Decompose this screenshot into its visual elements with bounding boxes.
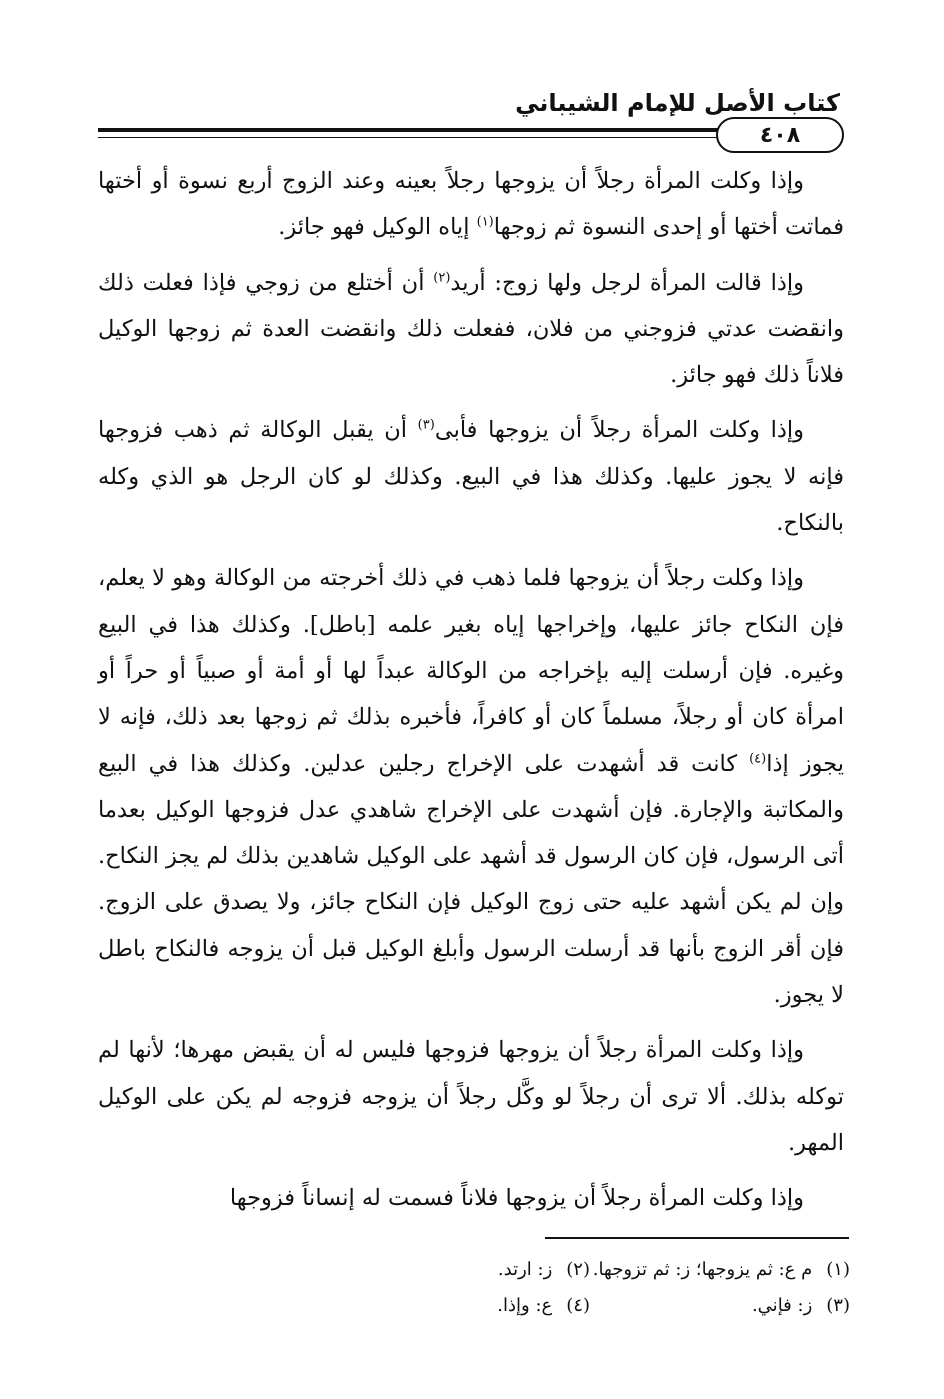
page-number-text: ٤٠٨ [759,122,801,148]
footnote [330,1288,590,1324]
footnote-separator [545,1237,849,1239]
paragraph: وإذا وكلت المرأة رجلاً أن يزوجها رجلاً بعينه وعند الزوج أربع نسوة أو أختها فماتت أختها أو إحدى النسوة ثم زوجها$^{(١)}$ إياه الوكيل فهو جائز. [98,168,844,241]
footnote-marker: (٢) [433,270,451,286]
running-title: كتاب الأصل للإمام الشيباني [515,89,840,117]
paragraph: وإذا قالت المرأة لرجل ولها زوج: أريد$^{(٢)}$ أن أختلع من زوجي فإذا فعلت ذلك وانقضت عدتي فزوجني من فلان، ففعلت ذلك وانقضت العدة ثم زوجها الوكيل فلاناً ذلك فهو جائز. [98,269,844,389]
main-text [98,158,844,1231]
paragraph: وإذا وكلت رجلاً أن يزوجها فلما ذهب في ذلك أخرجته من الوكالة وهو لا يعلم، فإن النكاح جائز عليها، وإخراجها إياه بغير علمه [باطل]. وكذلك هذا في البيع وغيره. فإن أرسلت إليه بإخراجه من الوكالة عبداً لها أو أمة أو صبياً أو حراً أو امرأة كان أو رجلاً، مسلماً كان أو كافراً، فأخبره بذلك ثم زوجها بعد ذلك، فإنه لا يجوز إذا$^{(٤)}$ كانت قد أشهدت على الإخراج رجلين عدلين. وكذلك هذا في البيع والمكاتبة والإجارة. فإن أشهدت على الإخراج شاهدي عدل فزوجها الوكيل بعدما أتى الرسول، فإن كان الرسول قد أشهد على الوكيل شاهدين بذلك لم يجز النكاح. وإن لم يكن أشهد عليه حتى زوج الوكيل فإن النكاح جائز، ولا يصدق على الزوج. فإن أقر الزوج بأنها قد أرسلت الرسول وأبلغ الوكيل قبل أن يزوجه فالنكاح باطل لا يجوز. [98,565,845,1009]
footnote-number: (١) [826,1259,850,1280]
header-rule-thin [98,137,810,138]
footnote-number: (٤) [566,1295,590,1316]
footnote [590,1288,850,1324]
footnote-marker: (٤) [749,751,767,767]
footnote-text: م ع: ثم يزوجها؛ ز: ثم تزوجها. [592,1259,813,1280]
paragraph: وإذا وكلت المرأة رجلاً أن يزوجها فزوجها فليس له أن يقبض مهرها؛ لأنها لم توكله بذلك. ألا ترى أن رجلاً لو وكَّل رجلاً أن يزوجه فزوجه لم يكن على الوكيل المهر. [98,1037,844,1156]
footnote [590,1252,850,1288]
footnote-row [330,1252,850,1288]
footnote-text: ز: فإني. [751,1295,813,1316]
page-number [716,117,844,153]
footnote-number: (٣) [826,1295,850,1316]
footnote [330,1252,590,1288]
header-rule-thick [98,128,810,132]
footnote-number: (٢) [566,1259,590,1280]
footnote-marker: (٣) [417,417,435,433]
paragraph: وإذا وكلت المرأة رجلاً أن يزوجها فلاناً فسمت له إنساناً فزوجها [229,1185,804,1212]
footnotes [330,1252,850,1324]
footnote-row [330,1288,850,1324]
paragraph: وإذا وكلت المرأة رجلاً أن يزوجها فأبى$^{(٣)}$ أن يقبل الوكالة ثم ذهب فزوجها فإنه لا يجوز عليها. وكذلك هذا في البيع. وكذلك لو كان الرجل هو الذي وكله بالنكاح. [98,417,844,537]
footnote-marker: (١) [476,214,494,230]
footnote-text: ز: ارتد. [497,1259,553,1280]
footnote-text: ع: وإذا. [497,1295,553,1316]
